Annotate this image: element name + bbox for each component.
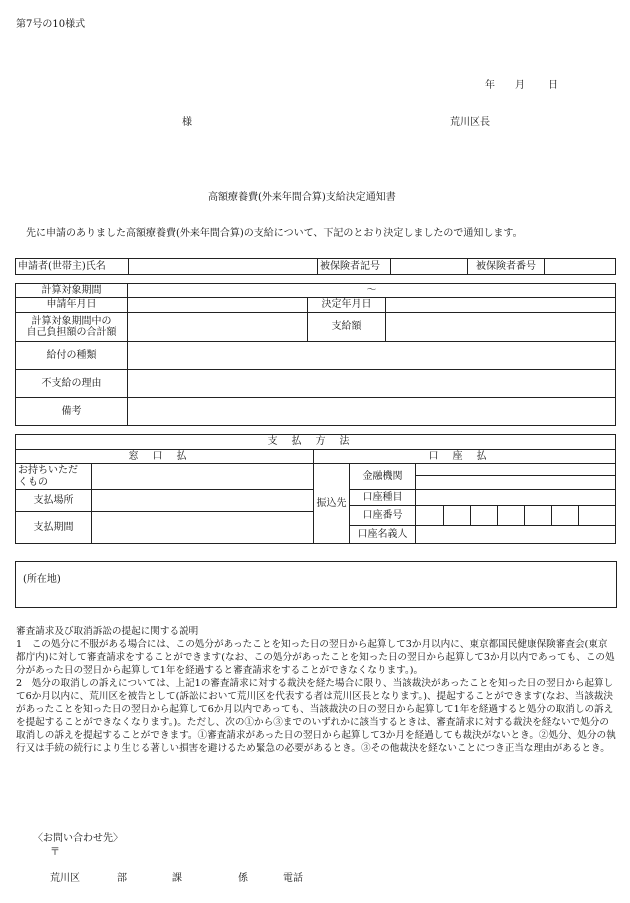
date-month: 月 <box>515 80 525 91</box>
date-year: 年 <box>485 80 495 91</box>
payment-amount-value <box>386 313 616 342</box>
account-holder-label: 口座名義人 <box>350 526 416 544</box>
insured-number-value <box>545 259 616 275</box>
insured-symbol-value <box>391 259 468 275</box>
payment-method-title: 支払方法 <box>16 435 616 450</box>
payment-amount-label: 支給額 <box>308 313 386 342</box>
nonpayment-reason-value <box>128 370 616 398</box>
application-date-label: 申請年月日 <box>16 298 128 313</box>
account-type-label: 口座種目 <box>350 490 416 506</box>
period-pay-label: 支払期間 <box>16 512 92 544</box>
self-pay-label-line1: 計算対象期間中の <box>31 315 112 327</box>
application-date-value <box>128 298 308 313</box>
place-value <box>92 490 314 512</box>
bank-label: 金融機関 <box>350 464 416 490</box>
account-number-label: 口座番号 <box>350 506 416 526</box>
form-number: 第7号の10様式 <box>16 19 86 30</box>
items-value <box>92 464 314 490</box>
contact-heading: 〈お問い合わせ先〉 <box>33 833 123 844</box>
account-title: 口座払 <box>314 450 616 464</box>
bank-value-2 <box>416 476 616 490</box>
nonpayment-reason-label: 不支給の理由 <box>16 370 128 398</box>
account-digit-5 <box>525 506 552 526</box>
document-title: 高額療養費(外来年間合算)支給決定通知書 <box>208 192 396 203</box>
counter-title: 窓口払 <box>16 450 314 464</box>
applicant-table <box>15 258 616 275</box>
items-label <box>16 464 92 490</box>
self-pay-label-line2: 自己負担額の合計額 <box>26 327 117 338</box>
address-label: (所在地) <box>23 574 61 585</box>
explanation-item-1: 1 この処分に不服がある場合には、この処分があったことを知った日の翌日から起算して3か月以内に、東京都国民健康保険審査会(東京都庁内)に対して審査請求をすることができます(なお、この処分があったことを知った日の翌日から起算して3か月以内であっても、この処分があった日の翌日から起算して1年を経過すると審査請求をすることができなくなります。)。 <box>16 639 615 676</box>
contact-ward: 荒川区 <box>50 873 80 884</box>
account-holder-value <box>416 526 616 544</box>
postal-mark: 〒 <box>50 847 60 858</box>
insured-symbol-label: 被保険者記号 <box>318 259 391 275</box>
decision-date-value <box>386 298 616 313</box>
address-box <box>15 561 617 608</box>
items-label-line2: くもの <box>18 476 48 488</box>
account-digit-1 <box>416 506 444 526</box>
contact-phone: 電話 <box>283 873 303 884</box>
remarks-label: 備考 <box>16 398 128 426</box>
account-digit-3 <box>471 506 498 526</box>
period-label: 計算対象期間 <box>16 284 128 298</box>
decision-date-label: 決定年月日 <box>308 298 386 313</box>
period-sep: 〜 <box>128 284 616 298</box>
applicant-name-value <box>129 259 318 275</box>
self-pay-value <box>128 313 308 342</box>
contact-section: 課 <box>172 873 182 884</box>
period-pay-value <box>92 512 314 544</box>
addressee-suffix: 様 <box>182 117 192 128</box>
applicant-name-label: 申請者(世帯主)氏名 <box>16 259 129 275</box>
place-label: 支払場所 <box>16 490 92 512</box>
insured-number-label: 被保険者番号 <box>468 259 545 275</box>
benefit-type-label: 給付の種類 <box>16 342 128 370</box>
bank-value-1 <box>416 464 616 476</box>
self-pay-label <box>16 313 128 342</box>
items-label-line1: お持ちいただ <box>18 465 78 476</box>
intro-text: 先に申請のありました高額療養費(外来年間合算)の支給について、下記のとおり決定しましたので通知します。 <box>26 228 523 239</box>
contact-department: 部 <box>117 873 127 884</box>
account-digit-6 <box>552 506 579 526</box>
account-type-value <box>416 490 616 506</box>
issuer: 荒川区長 <box>450 117 490 128</box>
account-digit-2 <box>444 506 471 526</box>
payment-method-table <box>15 434 616 544</box>
explanation-item-2: 2 処分の取消しの訴えについては、上記1の審査請求に対する裁決を経た場合に限り、当該裁決があったことを知った日の翌日から起算して6か月以内に、荒川区を被告として(訴訟において荒川区を代表する者は荒川区長となります。)、提起することができます(なお、当該裁決があったことを知った日の翌日から起算して6か月以内であっても、当該裁決の日の翌日から起算して1年を経過すると処分の取消しの訴えを提起することができなくなります。)。ただし、次の①から③までのいずれかに該当するときは、審査請求に対する裁決を経ないで処分の取消しの訴えを提起することができます。①審査請求があった日の翌日から起算して3か月を経過しても裁決がないとき。②処分、処分の執行又は手続の続行により生じる著しい損害を避けるため緊急の必要があるとき。③その他裁決を経ないことにつき正当な理由があるとき。 <box>16 678 616 754</box>
benefit-type-value <box>128 342 616 370</box>
transfer-label: 振込先 <box>314 464 350 544</box>
account-digit-7 <box>579 506 616 526</box>
explanation <box>16 625 616 755</box>
explanation-heading: 審査請求及び取消訴訟の提起に関する説明 <box>16 626 199 637</box>
date-day: 日 <box>548 80 558 91</box>
account-digit-4 <box>498 506 525 526</box>
detail-table <box>15 283 616 426</box>
remarks-value <box>128 398 616 426</box>
contact-unit: 係 <box>238 873 248 884</box>
